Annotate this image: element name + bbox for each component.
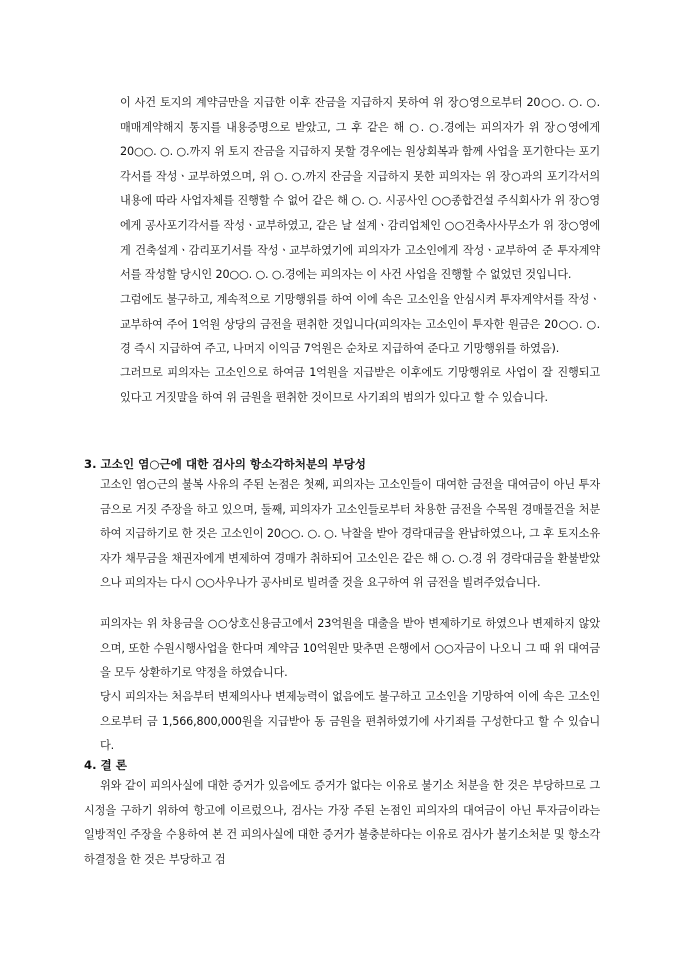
section-4-number: 4.: [84, 758, 97, 772]
paragraph-appeal-main-issues: 고소인 염○근의 불복 사유의 주된 논점은 첫째, 피의자는 고소인들이 대여한 금전을 대여금이 아닌 투자금으로 거짓 주장을 하고 있으며, 둘째, 피의자가 고소인들로부터 차용한 금전을 수목원 경매물건을 처분하여 지급하기로 한 것은 고소인이 20○○. ○. ○. 낙찰을 받아 경락대금을 완납하였으나, 그 후 토지소유자가 채무금을 채권자에게 변제하여 경매가 취하되어 고소인은 같은 해 ○. ○.경 위 경락대금을 환불받았으나 피의자는 다시 ○○사우나가 공사비로 빌려줄 것을 요구하여 위 금전을 빌려주었습니다.: [100, 478, 600, 590]
paragraph-fraud-constitution: 당시 피의자는 처음부터 변제의사나 변제능력이 없음에도 불구하고 고소인을 기망하여 이에 속은 고소인으로부터 금 1,566,800,000원을 지급받아 동 금원을 편취하였기에 사기죄를 구성한다고 할 수 있습니다.: [100, 690, 600, 753]
section-3-title: 고소인 염○근에 대한 검사의 항소각하처분의 부당성: [100, 457, 366, 471]
section-3-heading: [84, 456, 366, 472]
paragraph-investment-deception: 그럼에도 불구하고, 계속적으로 기망행위를 하여 이에 속은 고소인을 안심시켜 투자계약서를 작성ㆍ교부하여 주어 1억원 상당의 금전을 편취한 것입니다(피의자는 고소인이 투자한 원금은 20○○. ○.경 즉시 지급하여 주고, 나머지 이익금 7억원은 순차로 지급하여 준다고 기망행위를 하였음).: [120, 293, 600, 356]
section-4-heading: [84, 757, 127, 773]
paragraph-final-conclusion: 위와 같이 피의사실에 대한 증거가 있음에도 증거가 없다는 이유로 불기소 처분을 한 것은 부당하므로 그 시정을 구하기 위하여 항고에 이르렀으나, 검사는 가장 주된 논점인 피의자의 대여금이 아닌 투자금이라는 일방적인 주장을 수용하여 본 건 피의사실에 대한 증거가 불충분하다는 이유로 검사가 불기소처분 및 항소각하결정을 한 것은 부당하고 검: [84, 779, 600, 866]
section-4-title: 결 론: [100, 758, 127, 772]
paragraph-land-contract-facts: 이 사건 토지의 계약금만을 지급한 이후 잔금을 지급하지 못하여 위 장○영으로부터 20○○. ○. ○. 매매계약해지 통지를 내용증명으로 받았고, 그 후 같은 해 ○. ○.경에는 피의자가 위 장○영에게 20○○. ○. ○.까지 위 토지 잔금을 지급하지 못할 경우에는 원상회복과 함께 사업을 포기한다는 포기각서를 작성ㆍ교부하였으며, 위 ○. ○.까지 잔금을 지급하지 못한 피의자는 위 장○과의 포기각서의 내용에 따라 사업자체를 진행할 수 없어 같은 해 ○. ○. 시공사인 ○○종합건설 주식회사가 위 장○영에게 공사포기각서를 작성ㆍ교부하였고, 같은 날 설계ㆍ감리업체인 ○○건축사사무소가 위 장○영에게 건축설계ㆍ감리포기서를 작성ㆍ교부하였기에 피의자가 고소인에게 작성ㆍ교부하여 준 투자계약서를 작성할 당시인 20○○. ○. ○.경에는 피의자는 이 사건 사업을 진행할 수 없었던 것입니다.: [120, 96, 600, 282]
paragraph-loan-repayment-promise: 피의자는 위 차용금을 ○○상호신용금고에서 23억원을 대출을 받아 변제하기로 하였으나 변제하지 않았으며, 또한 수원시행사업을 한다며 계약금 10억원만 맞추면 은행에서 ○○자금이 나오니 그 때 위 대여금을 모두 상환하기로 약정을 하였습니다.: [100, 617, 600, 680]
section-3-number: 3.: [84, 457, 97, 471]
paragraph-fraud-intent-conclusion: 그러므로 피의자는 고소인으로 하여금 1억원을 지급받은 이후에도 기망행위로 사업이 잘 진행되고 있다고 거짓말을 하여 위 금원을 편취한 것이므로 사기죄의 범의가 있다고 할 수 있습니다.: [120, 366, 600, 404]
